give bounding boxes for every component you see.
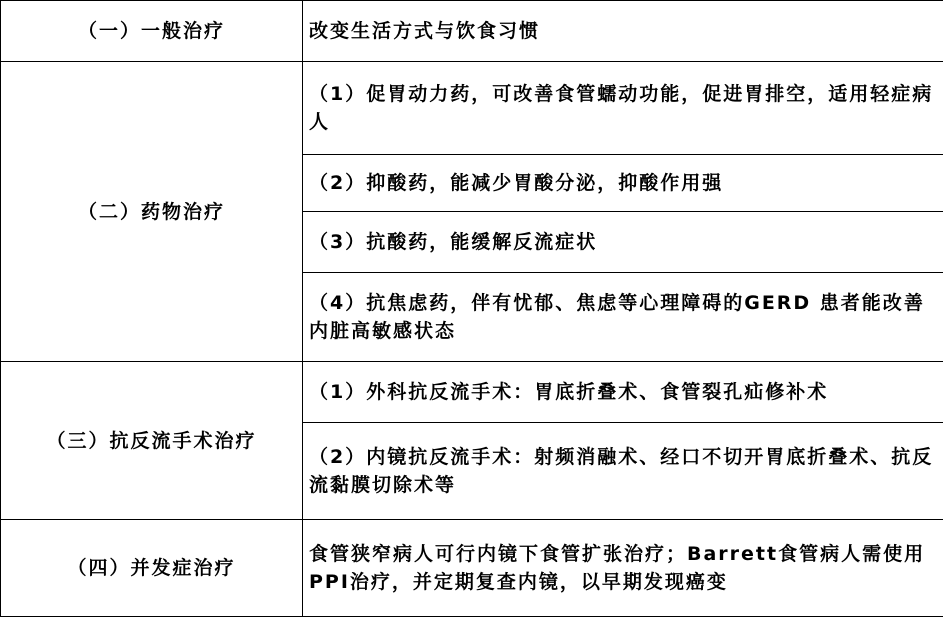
detail-drug-2: （2）抑酸药，能减少胃酸分泌，抑酸作用强 (303, 155, 943, 212)
category-surgery: （三）抗反流手术治疗 (1, 362, 303, 520)
table-row-surgery-1 (1, 362, 943, 423)
detail-general: 改变生活方式与饮食习惯 (303, 1, 943, 62)
table-row-drug-1 (1, 62, 943, 155)
detail-surgery-1: （1）外科抗反流手术：胃底折叠术、食管裂孔疝修补术 (303, 362, 943, 423)
detail-drug-4: （4）抗焦虑药，伴有忧郁、焦虑等心理障碍的GERD 患者能改善内脏高敏感状态 (303, 273, 943, 362)
detail-drug-3: （3）抗酸药，能缓解反流症状 (303, 212, 943, 273)
table-row-general (1, 1, 943, 62)
category-drug: （二）药物治疗 (1, 62, 303, 362)
category-complication: （四）并发症治疗 (1, 520, 303, 617)
detail-surgery-2: （2）内镜抗反流手术：射频消融术、经口不切开胃底折叠术、抗反流黏膜切除术等 (303, 423, 943, 520)
detail-complication: 食管狭窄病人可行内镜下食管扩张治疗；Barrett食管病人需使用PPI治疗，并定期复查内镜，以早期发现癌变 (303, 520, 943, 617)
table-row-complication (1, 520, 943, 617)
detail-drug-1: （1）促胃动力药，可改善食管蠕动功能，促进胃排空，适用轻症病人 (303, 62, 943, 155)
category-general: （一）一般治疗 (1, 1, 303, 62)
